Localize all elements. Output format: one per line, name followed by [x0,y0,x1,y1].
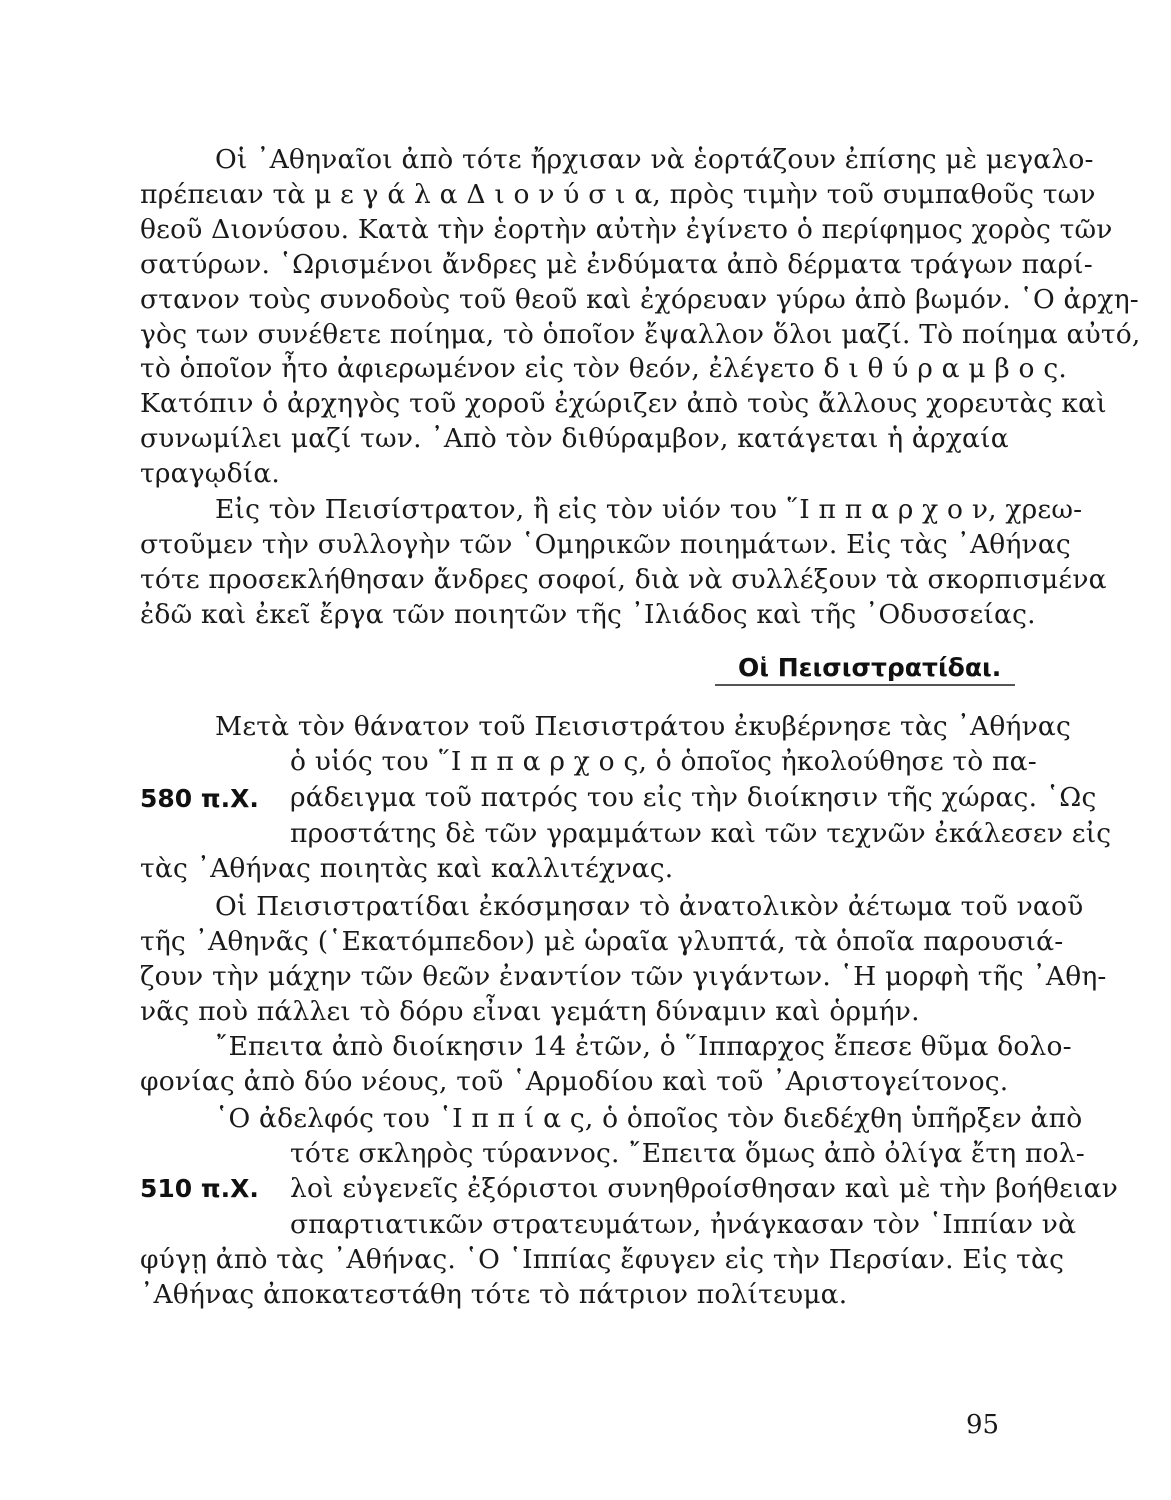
text-line: ᾿Αθήνας ἀποκατεστάθη τότε τὸ πάτριον πολίτευμα. [140,1279,848,1310]
text-line: λοὶ εὐγενεῖς ἐξόριστοι συνηθροίσθησαν καὶ μὲ τὴν βοήθειαν [290,1173,1119,1204]
margin-date: 580 π.Χ. [140,784,259,813]
text-line: φύγῃ ἀπὸ τὰς ᾿Αθήνας. ῾Ο ῾Ιππίας ἔφυγεν εἰς τὴν Περσίαν. Εἰς τὰς [140,1244,1065,1275]
text-line: Μετὰ τὸν θάνατον τοῦ Πεισιστράτου ἐκυβέρνησε τὰς ᾿Αθήνας [215,711,1072,742]
text-line: Οἱ Πεισιστρατίδαι ἐκόσμησαν τὸ ἀνατολικὸν ἀέτωμα τοῦ ναοῦ [215,891,1084,922]
section-underline [715,684,1015,686]
text-line: στοῦμεν τὴν συλλογὴν τῶν ῾Ομηρικῶν ποιημάτων. Εἰς τὰς ᾿Αθήνας [140,529,1071,560]
text-line: τῆς ᾿Αθηνᾶς (῾Εκατόμπεδον) μὲ ὡραῖα γλυπτά, τὰ ὁποῖα παρουσιά- [140,926,1064,957]
text-line: θεοῦ Διονύσου. Κατὰ τὴν ἑορτὴν αὐτὴν ἐγίνετο ὁ περίφημος χορὸς τῶν [140,214,1113,245]
text-line: συνωμίλει μαζί των. ᾿Απὸ τὸν διθύραμβον, κατάγεται ἡ ἀρχαία [140,423,1009,454]
text-line: Εἰς τὸν Πεισίστρατον, ἢ εἰς τὸν υἱόν του ῞Ι π π α ρ χ ο ν, χρεω- [215,494,1083,525]
text-line: ὁ υἱός του ῞Ι π π α ρ χ ο ς, ὁ ὁποῖος ἠκολούθησε τὸ πα- [290,746,1037,777]
text-line: στανον τοὺς συνοδοὺς τοῦ θεοῦ καὶ ἐχόρευαν γύρω ἀπὸ βωμόν. ῾Ο ἀρχη- [140,284,1139,315]
text-line: σατύρων. ῾Ωρισμένοι ἄνδρες μὲ ἐνδύματα ἀπὸ δέρματα τράγων παρί- [140,249,1093,280]
text-line: ῎Επειτα ἀπὸ διοίκησιν 14 ἐτῶν, ὁ ῞Ιππαρχος ἔπεσε θῦμα δολο- [215,1031,1072,1062]
text-line: νᾶς ποὺ πάλλει τὸ δόρυ εἶναι γεμάτη δύναμιν καὶ ὁρμήν. [140,996,920,1027]
text-line: τὸ ὁποῖον ἦτο ἀφιερωμένον εἰς τὸν θεόν, ἐλέγετο δ ι θ ύ ρ α μ β ο ς. [140,353,1067,384]
text-line: γὸς των συνέθετε ποίημα, τὸ ὁποῖον ἔψαλλον ὅλοι μαζί. Τὸ ποίημα αὐτό, [140,319,1141,350]
text-line: ῾Ο ἀδελφός του ῾Ι π π ί α ς, ὁ ὁποῖος τὸν διεδέχθη ὑπῆρξεν ἀπὸ [215,1103,1083,1134]
text-line: φονίας ἀπὸ δύο νέους, τοῦ ῾Αρμοδίου καὶ τοῦ ᾿Αριστογείτονος. [140,1066,1009,1097]
text-line: Οἱ ᾿Αθηναῖοι ἀπὸ τότε ἤρχισαν νὰ ἑορτάζουν ἐπίσης μὲ μεγαλο- [215,144,1094,175]
text-line: ζουν τὴν μάχην τῶν θεῶν ἐναντίον τῶν γιγάντων. ῾Η μορφὴ τῆς ᾿Αθη- [140,961,1107,992]
text-line: τότε σκληρὸς τύραννος. ῎Επειτα ὅμως ἀπὸ ὀλίγα ἔτη πολ- [290,1138,1085,1169]
text-line: Κατόπιν ὁ ἀρχηγὸς τοῦ χοροῦ ἐχώριζεν ἀπὸ τοὺς ἄλλους χορευτὰς καὶ [140,388,1107,419]
text-line: σπαρτιατικῶν στρατευμάτων, ἠνάγκασαν τὸν ῾Ιππίαν νὰ [290,1209,1077,1240]
text-line: ἐδῶ καὶ ἐκεῖ ἔργα τῶν ποιητῶν τῆς ᾿Ιλιάδος καὶ τῆς ᾿Οδυσσείας. [140,599,1036,630]
text-line: τότε προσεκλήθησαν ἄνδρες σοφοί, διὰ νὰ συλλέξουν τὰ σκορπισμένα [140,564,1107,595]
text-line: τραγῳδία. [140,458,281,489]
section-title: Οἱ Πεισιστρατίδαι. [738,653,1002,682]
text-line: προστάτης δὲ τῶν γραμμάτων καὶ τῶν τεχνῶν ἐκάλεσεν εἰς [290,818,1112,849]
text-line: πρέπειαν τὰ μ ε γ ά λ α Δ ι ο ν ύ σ ι α, πρὸς τιμὴν τοῦ συμπαθοῦς των [140,179,1096,210]
margin-date: 510 π.Χ. [140,1174,259,1203]
page-number: 95 [966,1410,1000,1440]
text-line: ράδειγμα τοῦ πατρός του εἰς τὴν διοίκησιν τῆς χώρας. ῾Ως [290,782,1097,813]
text-line: τὰς ᾿Αθήνας ποιητὰς καὶ καλλιτέχνας. [140,853,674,884]
